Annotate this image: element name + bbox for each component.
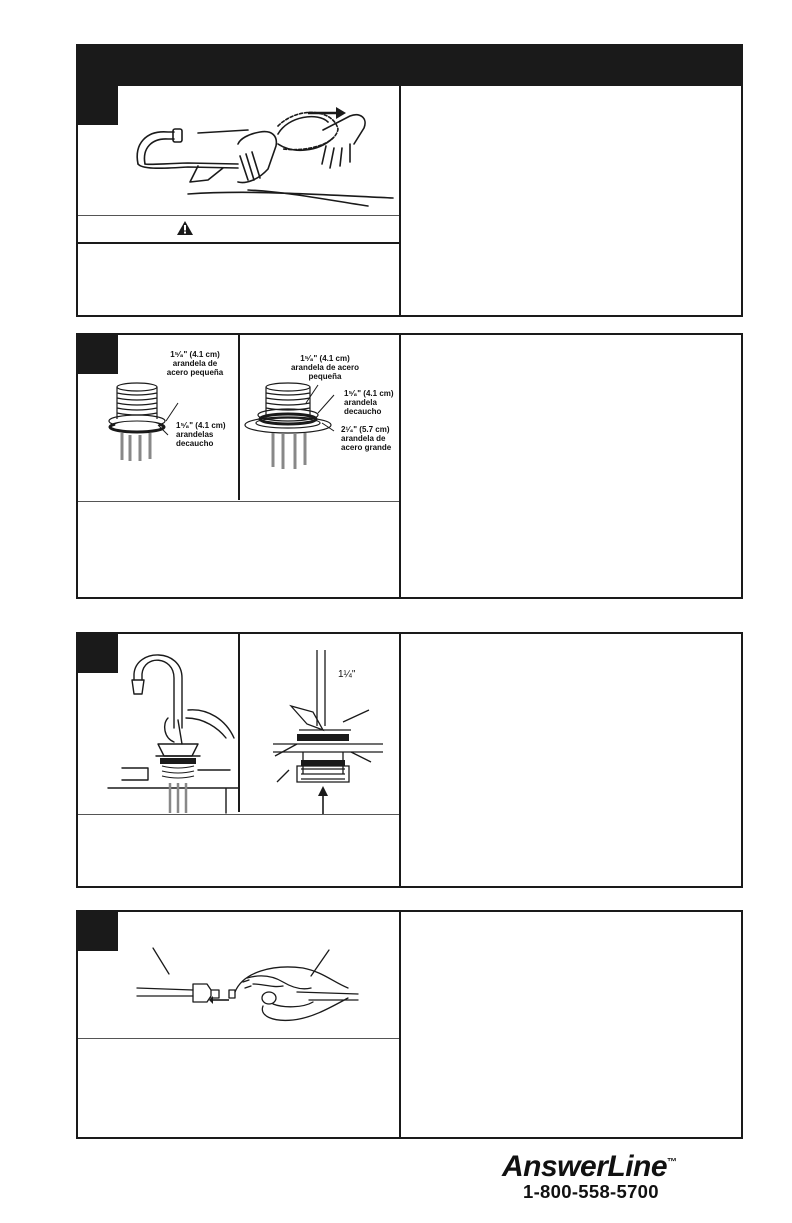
warning-icon — [176, 220, 194, 236]
figure-caption-divider — [78, 501, 399, 502]
brand-phone-number: 1-800-558-5700 — [523, 1181, 659, 1202]
figure-caption-divider — [78, 814, 399, 815]
label-small-steel-washer-left: 1⁵⁄₈" (4.1 cm) arandela de acero pequeña — [166, 350, 224, 377]
column-divider — [399, 912, 401, 1137]
brand-logo — [502, 1150, 702, 1184]
label-rubber-washer-right: 1⁵⁄₈" (4.1 cm) arandela decaucho — [344, 389, 394, 416]
leader-lines-left — [138, 363, 248, 463]
faucet-install-figure — [108, 648, 238, 813]
step-2-section — [76, 333, 743, 599]
tube-connect-figure — [133, 944, 358, 1029]
column-divider — [399, 335, 401, 597]
figure-divider — [238, 634, 240, 812]
brand-name-text: AnswerLine — [502, 1150, 668, 1183]
wrench-size-label: 1¼" — [338, 669, 356, 680]
step-1-figure — [128, 94, 393, 212]
step-4-tab — [78, 912, 118, 951]
label-large-steel-washer-right: 2¹⁄₄" (5.7 cm) arandela de acero grande — [341, 425, 392, 452]
warning-bar-top — [78, 215, 399, 216]
step-3-section — [76, 632, 743, 888]
step-2-tab — [78, 335, 118, 374]
step-4-section — [76, 910, 743, 1139]
step-1-tab — [78, 86, 118, 125]
cross-section-figure — [253, 648, 398, 818]
warning-bar-bottom — [78, 242, 399, 244]
label-rubber-washers-left: 1⁵⁄₈" (4.1 cm) arandelas decaucho — [176, 421, 226, 448]
column-divider — [399, 634, 401, 886]
label-small-steel-washer-right: 1⁵⁄₈" (4.1 cm) arandela de acero pequeña — [290, 354, 360, 381]
step-1-section — [76, 84, 743, 317]
column-divider — [399, 86, 401, 315]
answerline-brand — [502, 1150, 702, 1203]
figure-caption-divider — [78, 1038, 399, 1039]
trademark-symbol: ™ — [667, 1157, 677, 1168]
leader-lines-right — [278, 375, 338, 475]
header-bar — [76, 44, 743, 86]
